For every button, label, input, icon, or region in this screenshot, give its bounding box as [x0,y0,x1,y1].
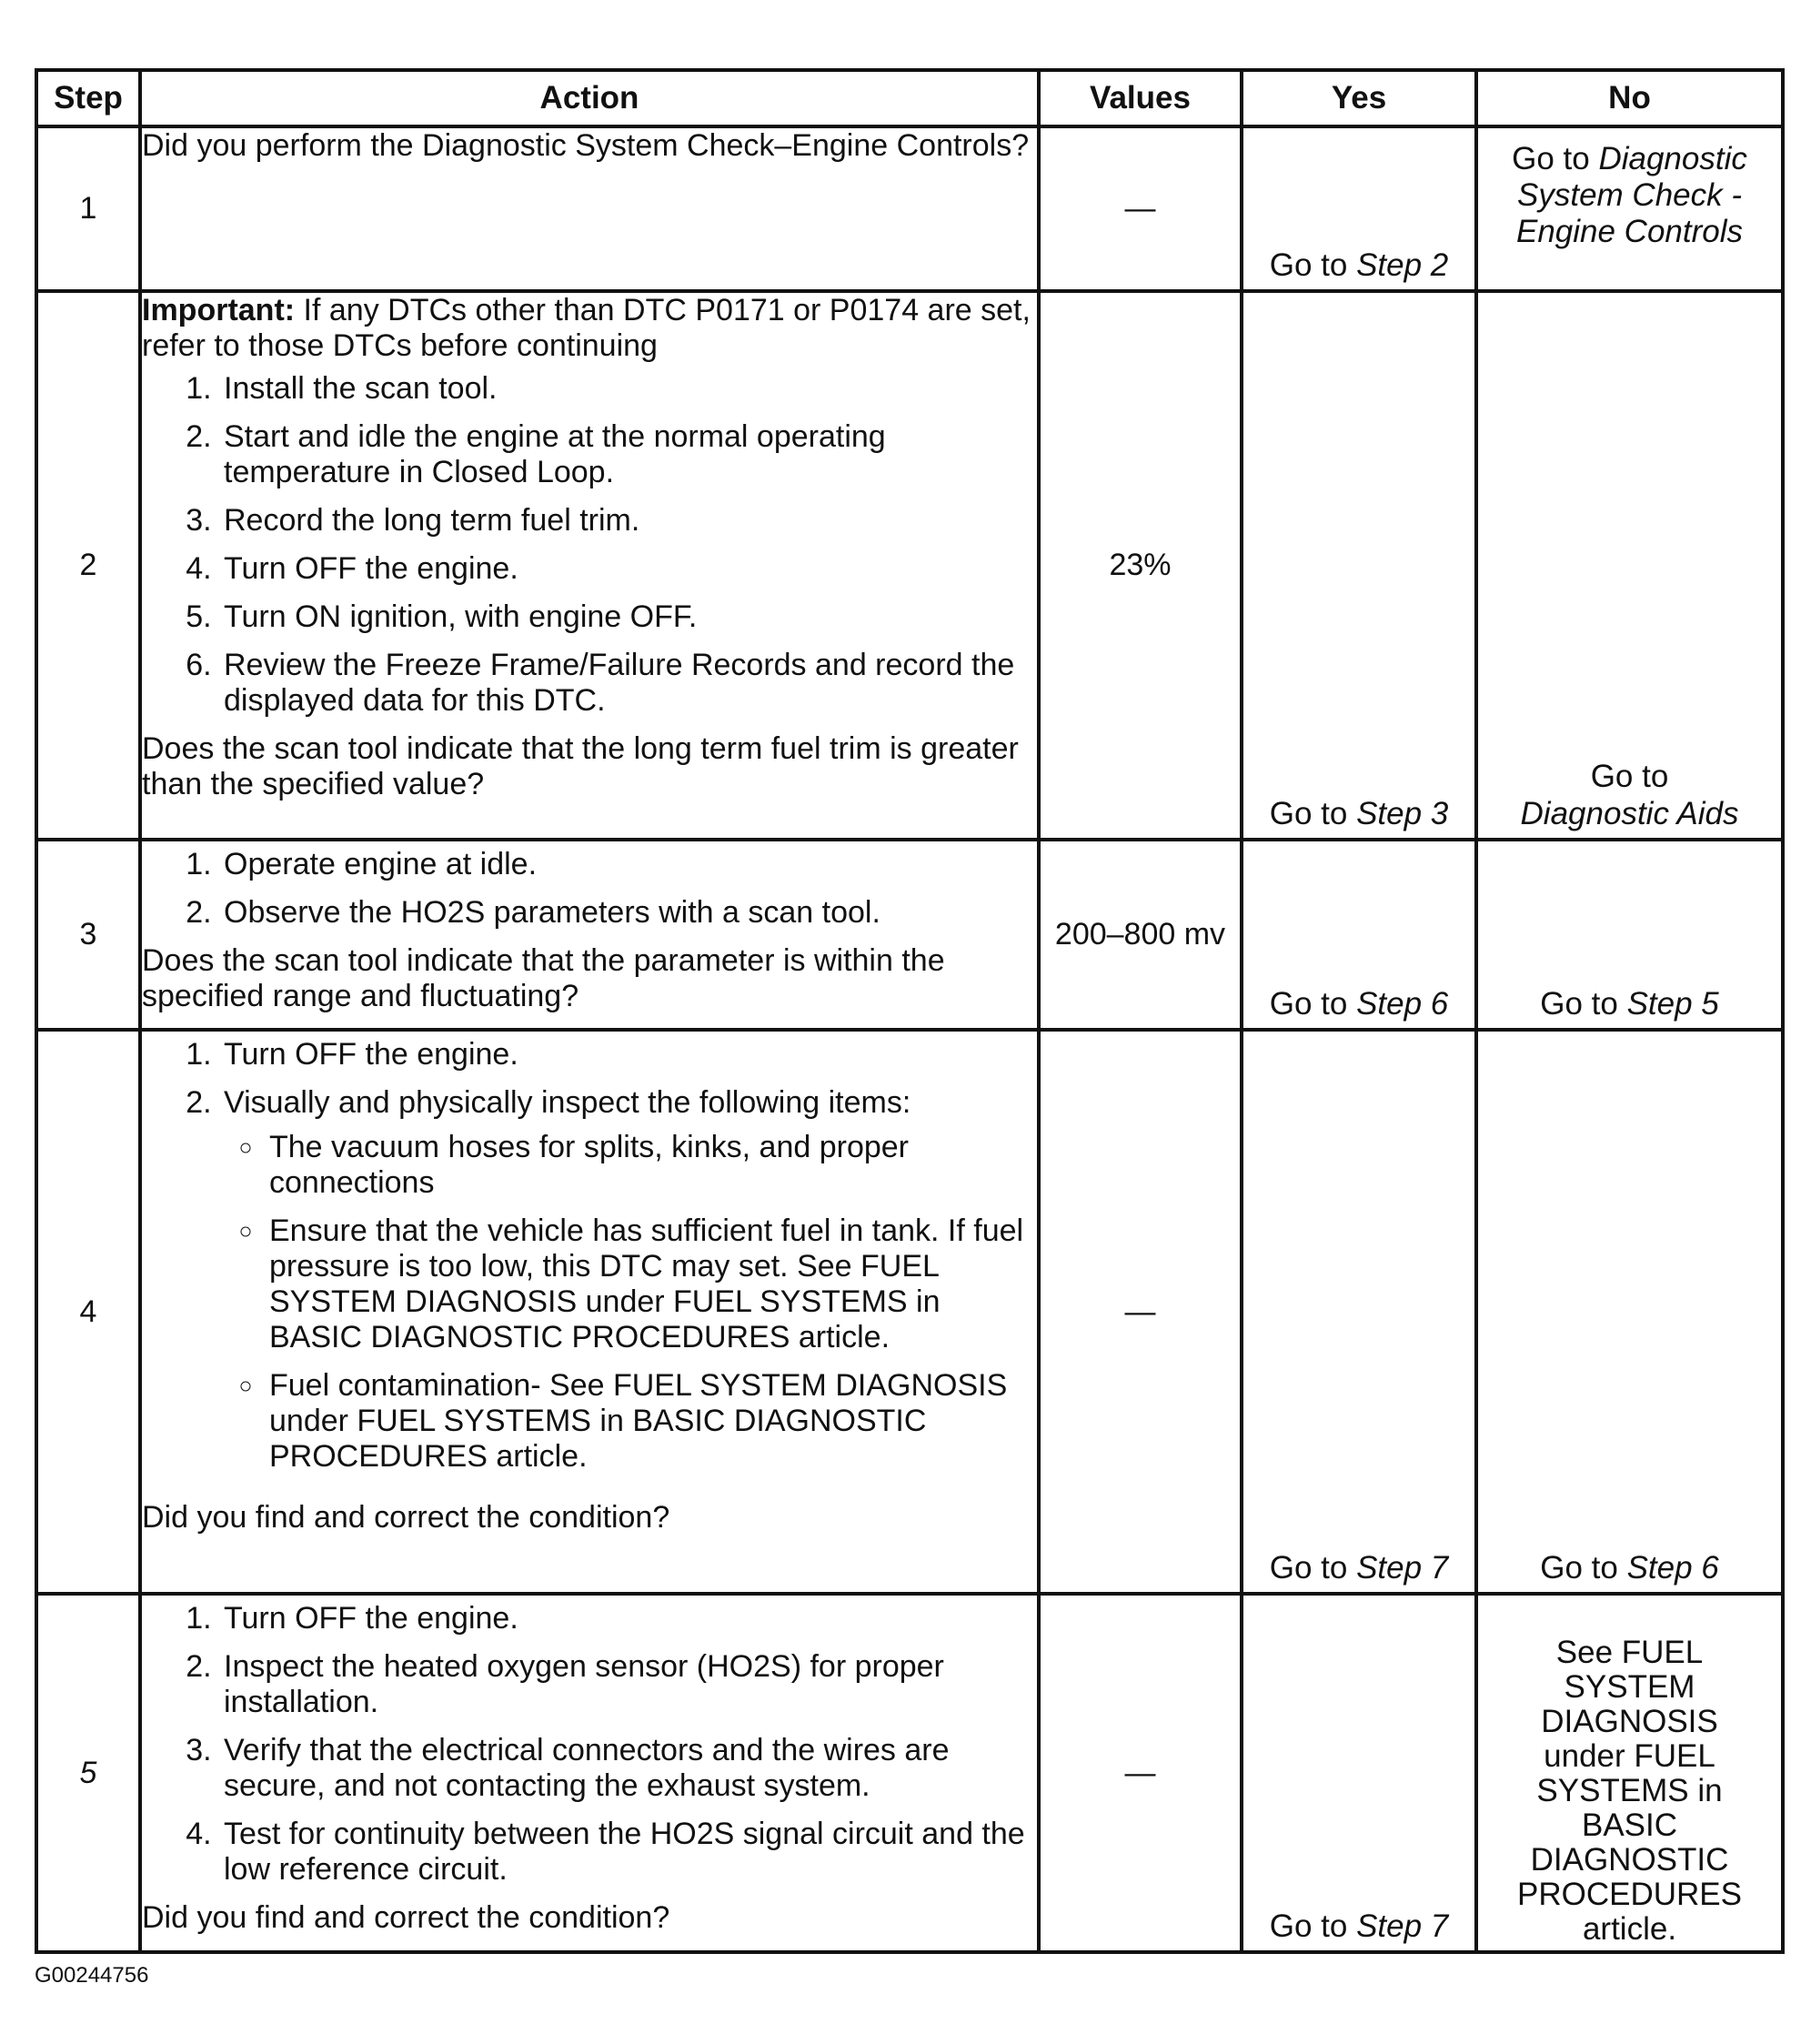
list-item: 1. Turn OFF the engine. [220,1037,1037,1072]
no-goto[interactable] [1478,758,1781,832]
figure-id: G00244756 [35,1963,149,1988]
goto-prefix: Go to [1269,1908,1348,1944]
goto-prefix: Go to [1590,759,1669,794]
no-goto[interactable] [1478,986,1781,1022]
goto-prefix: Go to [1512,141,1590,176]
step-number: 2 [36,291,140,840]
value-cell: — [1039,1594,1242,1952]
step-number: 3 [36,840,140,1030]
list-item: 2. Inspect the heated oxygen sensor (HO2S) for proper installation. [220,1649,1037,1720]
step-number: 4 [36,1030,140,1594]
yes-goto[interactable] [1243,796,1474,832]
diagnostic-table-sheet [35,68,1781,1954]
no-cell [1476,1594,1783,1952]
goto-link[interactable]: Diagnostic System Check - Engine Controls [1515,141,1747,249]
goto-link[interactable]: Step 2 [1356,247,1449,283]
header-values: Values [1039,70,1242,126]
list-item [220,1085,1037,1475]
no-cell [1476,1030,1783,1594]
yes-cell [1242,291,1476,840]
action-cell [140,1594,1039,1952]
list-item: 1. Turn OFF the engine. [220,1601,1037,1636]
yes-goto[interactable] [1243,1550,1474,1586]
action-question: Does the scan tool indicate that the parameter is within the specified range and fluctuating? [142,943,945,1013]
table-row [36,126,1783,291]
yes-goto[interactable] [1243,1908,1474,1945]
value-cell: — [1039,1030,1242,1594]
procedure-list [142,847,1037,931]
goto-link[interactable]: Diagnostic Aids [1520,796,1739,831]
table-header-row [36,70,1783,126]
action-cell [140,840,1039,1030]
diagnostic-table [35,68,1785,1954]
action-question: Did you find and correct the condition? [142,1500,670,1535]
no-cell [1476,126,1783,291]
no-reference-text[interactable]: See FUEL SYSTEM DIAGNOSIS under FUEL SYSTEMS in BASIC DIAGNOSTIC PROCEDURES article. [1517,1635,1742,1947]
table-row [36,1030,1783,1594]
list-item: 2. Start and idle the engine at the normal operating temperature in Closed Loop. [220,419,1037,490]
value-cell: 23% [1039,291,1242,840]
procedure-list [142,1601,1037,1888]
goto-link[interactable]: Step 7 [1356,1908,1449,1944]
bullet-item: ◦ Ensure that the vehicle has sufficient fuel in tank. If fuel pressure is too low, this DTC may set. See FUEL SYSTEM DIAGNOSIS under FUEL SYSTEMS in BASIC DIAGNOSTIC PROCEDURES article. [266,1213,1037,1355]
important-note [142,293,1037,364]
goto-link[interactable]: Step 6 [1626,1550,1719,1586]
list-item: 1. Operate engine at idle. [220,847,1037,882]
procedure-list [142,371,1037,719]
yes-cell [1242,126,1476,291]
list-item: 6. Review the Freeze Frame/Failure Records and record the displayed data for this DTC. [220,648,1037,719]
yes-cell [1242,840,1476,1030]
action-cell [140,1030,1039,1594]
no-goto[interactable] [1478,141,1781,250]
important-text: If any DTCs other than DTC P0171 or P0174 are set, refer to those DTCs before continuing [142,293,1031,363]
table-row [36,840,1783,1030]
action-question: Did you perform the Diagnostic System Check–Engine Controls? [142,128,1030,163]
bullet-list [224,1130,1037,1475]
action-question: Did you find and correct the condition? [142,1900,670,1935]
list-item: 4. Turn OFF the engine. [220,551,1037,587]
header-step: Step [36,70,140,126]
list-item: 3. Record the long term fuel trim. [220,503,1037,539]
goto-link[interactable]: Step 3 [1356,796,1449,831]
list-item-text: Visually and physically inspect the following items: [224,1085,911,1120]
step-number: 5 [36,1594,140,1952]
list-item: 1. Install the scan tool. [220,371,1037,407]
header-action: Action [140,70,1039,126]
yes-cell [1242,1594,1476,1952]
important-label: Important: [142,293,296,327]
no-cell [1476,840,1783,1030]
procedure-list [142,1037,1037,1475]
list-item: 2. Observe the HO2S parameters with a scan tool. [220,895,1037,931]
goto-prefix: Go to [1269,796,1348,831]
bullet-item: ◦ The vacuum hoses for splits, kinks, and proper connections [266,1130,1037,1201]
value-cell: 200–800 mv [1039,840,1242,1030]
action-cell [140,126,1039,291]
goto-prefix: Go to [1540,1550,1618,1586]
table-row [36,1594,1783,1952]
goto-prefix: Go to [1269,247,1348,283]
goto-link[interactable]: Step 7 [1356,1550,1449,1586]
list-item: 3. Verify that the electrical connectors and the wires are secure, and not contacting the exhaust system. [220,1733,1037,1804]
bullet-item: ◦ Fuel contamination- See FUEL SYSTEM DIAGNOSIS under FUEL SYSTEMS in BASIC DIAGNOSTIC PROCEDURES article. [266,1368,1037,1475]
goto-prefix: Go to [1269,1550,1348,1586]
step-number: 1 [36,126,140,291]
no-goto[interactable] [1478,1550,1781,1586]
header-no: No [1476,70,1783,126]
goto-link[interactable]: Step 6 [1356,986,1449,1022]
goto-prefix: Go to [1269,986,1348,1022]
action-question: Does the scan tool indicate that the long term fuel trim is greater than the specified value? [142,731,1019,801]
goto-prefix: Go to [1540,986,1618,1022]
yes-cell [1242,1030,1476,1594]
yes-goto[interactable] [1243,986,1474,1022]
table-row [36,291,1783,840]
goto-link[interactable]: Step 5 [1626,986,1719,1022]
value-cell: — [1039,126,1242,291]
header-yes: Yes [1242,70,1476,126]
list-item: 5. Turn ON ignition, with engine OFF. [220,599,1037,635]
action-cell [140,291,1039,840]
no-cell [1476,291,1783,840]
list-item: 4. Test for continuity between the HO2S signal circuit and the low reference circuit. [220,1817,1037,1888]
yes-goto[interactable] [1243,247,1474,284]
